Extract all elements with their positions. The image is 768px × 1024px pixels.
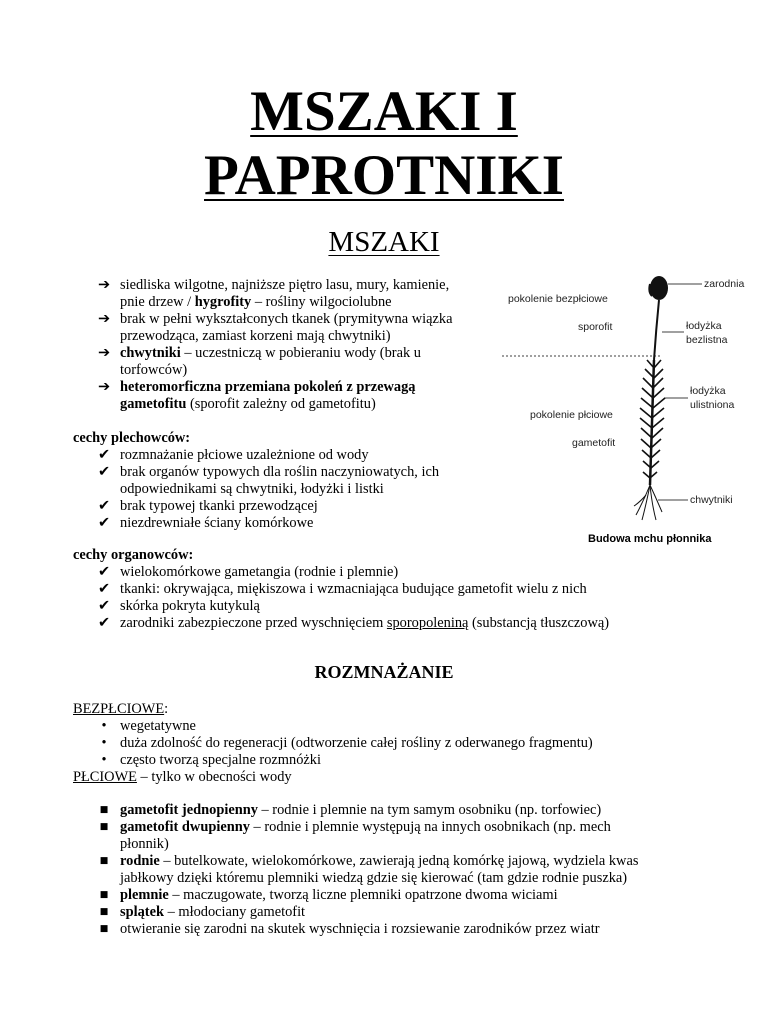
check-icon: ✔	[97, 581, 111, 597]
check-icon: ✔	[97, 515, 111, 531]
bullet-icon: •	[101, 718, 107, 734]
check-icon: ✔	[97, 498, 111, 514]
section-heading: cechy organowców:	[73, 547, 194, 563]
rhizoids	[634, 485, 662, 520]
label-lodyzka-bezlistna: łodyżka	[686, 320, 722, 332]
label-pokolenie-plciowe: pokolenie płciowe	[530, 409, 613, 421]
title-line-2: PAPROTNIKI	[204, 144, 564, 207]
section-title-rozmnazanie: ROZMNAŻANIE	[314, 662, 454, 682]
bullet-icon: •	[101, 735, 107, 751]
capsule-shape	[650, 276, 668, 300]
check-icon: ✔	[97, 615, 111, 631]
moss-diagram	[496, 270, 758, 548]
arrow-right-icon: ➔	[97, 311, 111, 327]
check-icon: ✔	[97, 464, 111, 480]
label-sporofit: sporofit	[578, 321, 613, 333]
label-pokolenie-bezplciowe: pokolenie bezpłciowe	[508, 293, 608, 305]
plciowe-heading: PŁCIOWE – tylko w obecności wody	[73, 769, 292, 785]
square-bullet-icon: ■	[99, 802, 109, 818]
square-bullet-icon: ■	[99, 819, 109, 835]
label-gametofit: gametofit	[572, 437, 616, 449]
arrow-right-icon: ➔	[97, 277, 111, 293]
square-bullet-icon: ■	[99, 887, 109, 903]
check-icon: ✔	[97, 447, 111, 463]
check-icon: ✔	[97, 598, 111, 614]
check-icon: ✔	[97, 564, 111, 580]
arrow-right-icon: ➔	[97, 379, 111, 395]
arrow-right-icon: ➔	[97, 345, 111, 361]
label-lodyzka-ulistniona-2: ulistniona	[690, 399, 735, 411]
title-line-1: MSZAKI I	[250, 80, 518, 143]
square-bullet-icon: ■	[99, 921, 109, 937]
label-lodyzka-ulistniona: łodyżka	[690, 385, 726, 397]
square-bullet-icon: ■	[99, 853, 109, 869]
figure-caption: Budowa mchu płonnika	[588, 533, 712, 545]
section-heading: cechy plechowców:	[73, 430, 191, 446]
bezplciowe-heading: BEZPŁCIOWE:	[73, 701, 169, 717]
label-lodyzka-bezlistna-2: bezlistna	[686, 334, 728, 346]
section-title-mszaki: MSZAKI	[328, 226, 440, 258]
label-chwytniki: chwytniki	[690, 494, 733, 506]
bullet-icon: •	[101, 752, 107, 768]
label-zarodnia: zarodnia	[704, 278, 745, 290]
square-bullet-icon: ■	[99, 904, 109, 920]
